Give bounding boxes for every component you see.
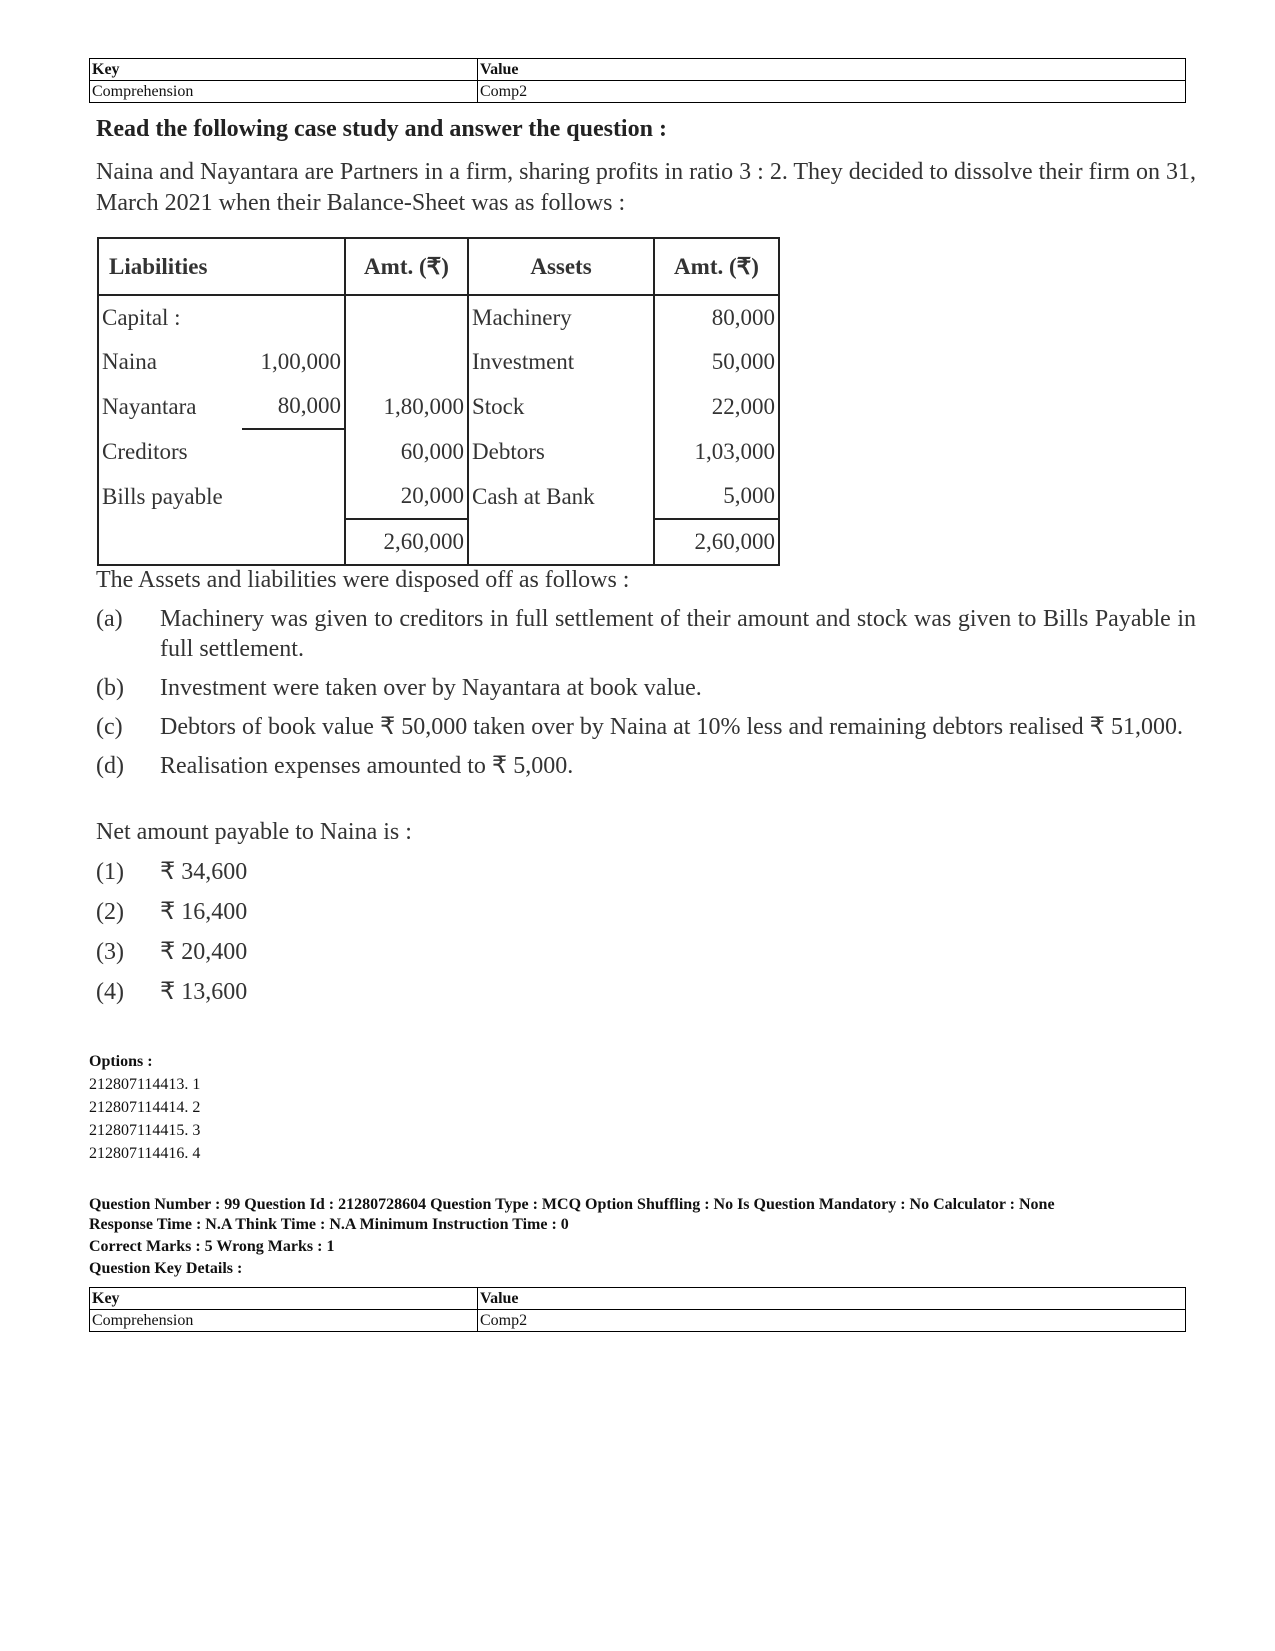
liability-label: Naina (98, 340, 242, 384)
asset-label: Machinery (472, 305, 572, 330)
table-row (90, 1310, 1186, 1332)
value-cell: Comp2 (478, 1310, 1186, 1332)
value-header: Value (478, 59, 1186, 81)
answer-choice (96, 972, 1196, 1012)
condition-text: Investment were taken over by Nayantara at book value. (160, 675, 702, 701)
liability-amount (345, 295, 468, 340)
choice-text: ₹ 13,600 (160, 979, 248, 1005)
question-meta (89, 1195, 1199, 1281)
liability-sub-amount (242, 474, 345, 519)
options-list (89, 1050, 200, 1165)
table-header-row (90, 59, 1186, 81)
case-study-heading: Read the following case study and answer the question : (96, 116, 667, 142)
disposal-lead: The Assets and liabilities were disposed off as follows : (96, 567, 630, 593)
condition-item (96, 673, 1196, 703)
asset-amount: 5,000 (654, 474, 779, 519)
options-title: Options : (89, 1053, 153, 1070)
table-row (98, 340, 779, 384)
condition-item (96, 751, 1196, 781)
meta-line-3: Correct Marks : 5 Wrong Marks : 1 (89, 1238, 335, 1255)
answer-choice (96, 932, 1196, 972)
liability-sub-amount (242, 295, 345, 340)
option-item: 212807114415. 3 (89, 1122, 201, 1139)
asset-amount: 50,000 (654, 340, 779, 384)
table-row (90, 81, 1186, 103)
assets-amount-header: Amt. (₹) (654, 238, 779, 295)
condition-text: Debtors of book value ₹ 50,000 taken over by Naina at 10% less and remaining debtors realised ₹ 51,000. (160, 714, 1183, 740)
balance-sheet-table (97, 237, 780, 566)
asset-amount: 80,000 (654, 295, 779, 340)
condition-text: Machinery was given to creditors in full settlement of their amount and stock was given to Bills Payable in full settlement. (160, 606, 1196, 662)
asset-amount: 1,03,000 (654, 429, 779, 474)
liability-amount: 60,000 (345, 429, 468, 474)
condition-item (96, 712, 1196, 742)
liability-label: Bills payable (98, 474, 242, 519)
table-row (98, 295, 779, 340)
table-row (98, 474, 779, 519)
key-header: Key (90, 59, 478, 81)
liability-label: Nayantara (98, 384, 242, 429)
condition-label: (c) (96, 714, 123, 740)
choice-label: (3) (96, 939, 124, 965)
asset-label: Stock (472, 393, 525, 419)
value-header: Value (478, 1288, 1186, 1310)
balance-sheet-total-row (98, 519, 779, 565)
empty-cell (468, 519, 654, 565)
liability-amount (345, 340, 468, 384)
table-row (98, 429, 779, 474)
condition-text: Realisation expenses amounted to ₹ 5,000. (160, 753, 574, 779)
choice-label: (1) (96, 859, 124, 885)
option-item: 212807114416. 4 (89, 1145, 201, 1162)
option-item: 212807114414. 2 (89, 1099, 201, 1116)
question-case-study (96, 116, 1196, 219)
key-cell: Comprehension (90, 81, 478, 103)
asset-label: Cash at Bank (472, 483, 595, 509)
liability-label: Capital : (98, 295, 242, 340)
meta-line-2: Response Time : N.A Think Time : N.A Minimum Instruction Time : 0 (89, 1216, 569, 1233)
condition-label: (d) (96, 753, 124, 779)
choice-label: (2) (96, 899, 124, 925)
option-item: 212807114413. 1 (89, 1076, 201, 1093)
question-ask: Net amount payable to Naina is : (96, 819, 412, 845)
meta-line-4: Question Key Details : (89, 1260, 243, 1277)
value-cell: Comp2 (478, 81, 1186, 103)
case-study-intro: Naina and Nayantara are Partners in a firm, sharing profits in ratio 3 : 2. They decided to dissolve their firm on 31, March 2021 when their Balance-Sheet was as follows : (96, 159, 1196, 216)
liability-sub-amount: 1,00,000 (260, 349, 341, 374)
condition-label: (b) (96, 675, 124, 701)
liabilities-header: Liabilities (98, 238, 345, 295)
meta-line-1: Question Number : 99 Question Id : 21280728604 Question Type : MCQ Option Shuffling : No Is Question Mandatory : No Calculator : None (89, 1196, 1055, 1213)
balance-sheet-header (98, 238, 779, 295)
condition-label: (a) (96, 606, 123, 632)
liability-sub-amount: 80,000 (242, 384, 345, 429)
total-liabilities: 2,60,000 (345, 519, 468, 565)
choice-text: ₹ 16,400 (160, 899, 248, 925)
key-details-table-bottom (89, 1287, 1186, 1332)
asset-amount: 22,000 (654, 384, 779, 429)
key-cell: Comprehension (90, 1310, 478, 1332)
total-assets: 2,60,000 (654, 519, 779, 565)
choice-text: ₹ 34,600 (160, 859, 248, 885)
asset-label: Debtors (472, 438, 545, 464)
table-header-row (90, 1288, 1186, 1310)
table-row (98, 384, 779, 429)
asset-label: Investment (472, 349, 575, 374)
liability-amount: 20,000 (345, 474, 468, 519)
empty-cell (98, 519, 242, 565)
liabilities-amount-header: Amt. (₹) (345, 238, 468, 295)
question-body (96, 567, 1196, 1012)
liability-amount: 1,80,000 (345, 384, 468, 429)
answer-choice (96, 892, 1196, 932)
choice-label: (4) (96, 979, 124, 1005)
choice-text: ₹ 20,400 (160, 939, 248, 965)
assets-header: Assets (468, 238, 654, 295)
liability-sub-amount (242, 429, 345, 474)
empty-cell (242, 519, 345, 565)
condition-item (96, 604, 1196, 664)
liability-label: Creditors (98, 429, 242, 474)
answer-choice (96, 852, 1196, 892)
key-header: Key (90, 1288, 478, 1310)
key-details-table-top (89, 58, 1186, 103)
